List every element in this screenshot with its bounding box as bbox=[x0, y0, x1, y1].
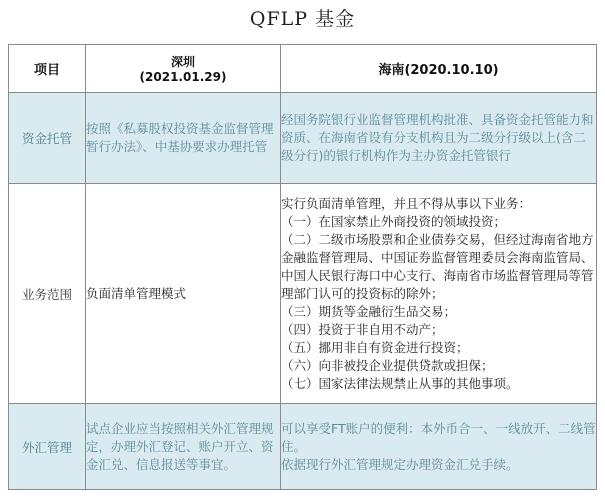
scope-line: （七）国家法律法规禁止从事的其他事项。 bbox=[281, 375, 519, 391]
table-row-fund-custody bbox=[9, 93, 597, 184]
header-shenzhen-date: (2021.01.29) bbox=[139, 70, 227, 84]
table-row-forex bbox=[9, 404, 597, 490]
scope-line: （三）期货等金融衍生品交易； bbox=[281, 303, 457, 319]
header-shenzhen-label: 深圳 bbox=[170, 55, 195, 69]
cell-fund-custody-hainan: 经国务院银行业监督管理机构批准、具备资金托管能力和资质、在海南省设有分支机构且为二级分行级以上(含二级分行)的银行机构作为主办资金托管银行 bbox=[281, 93, 597, 184]
cell-fund-custody-shenzhen: 按照《私募股权投资基金监督管理暂行办法》、中基协要求办理托管 bbox=[86, 93, 281, 184]
forex-line: 可以享受FT账户的便利：本外币合一、一线放开、二线管住。 bbox=[281, 420, 596, 454]
header-shenzhen bbox=[86, 45, 281, 93]
forex-line: 依据现行外汇管理规定办理资金汇兑手续。 bbox=[281, 456, 519, 472]
page-title: QFLP 基金 bbox=[249, 8, 356, 30]
scope-line: （一）在国家禁止外商投资的领域投资； bbox=[281, 213, 507, 229]
cell-forex-shenzhen: 试点企业应当按照相关外汇管理规定，办理外汇登记、账户开立、资金汇兑、信息报送等事宜。 bbox=[86, 404, 281, 490]
cell-business-scope-hainan bbox=[281, 184, 597, 404]
row-label-business-scope: 业务范围 bbox=[9, 184, 86, 404]
scope-line: （五）挪用非自有资金进行投资； bbox=[281, 339, 469, 355]
table-row-business-scope bbox=[9, 184, 597, 404]
header-item-label: 项目 bbox=[33, 63, 60, 78]
cell-forex-hainan bbox=[281, 404, 597, 490]
row-label-forex: 外汇管理 bbox=[9, 404, 86, 490]
header-item bbox=[9, 45, 86, 93]
scope-line: （六）向非被投企业提供贷款或担保； bbox=[281, 357, 494, 373]
comparison-table bbox=[8, 44, 597, 490]
cell-business-scope-shenzhen: 负面清单管理模式 bbox=[86, 184, 281, 404]
scope-line: （四）投资于非自用不动产； bbox=[281, 321, 444, 337]
scope-line: 实行负面清单管理，并且不得从事以下业务： bbox=[281, 195, 532, 211]
table-header-row bbox=[9, 45, 597, 93]
header-hainan-label: 海南(2020.10.10) bbox=[378, 63, 499, 78]
scope-line: （二）二级市场股票和企业债券交易，但经过海南省地方金融监督管理局、中国证券监督管理委员会海南监管局、中国人民银行海口中心支行、海南省市场监督管理局等管理部门认可的投资标的除外； bbox=[281, 231, 594, 301]
row-label-fund-custody: 资金托管 bbox=[9, 93, 86, 184]
header-hainan bbox=[281, 45, 597, 93]
